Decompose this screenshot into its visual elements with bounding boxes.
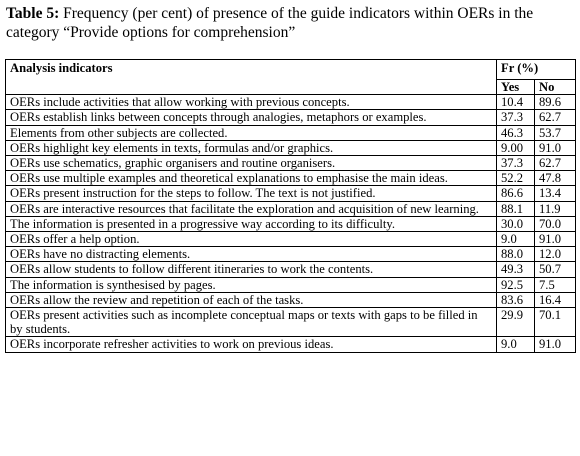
indicator-cell: OERs highlight key elements in texts, formulas and/or graphics. bbox=[6, 140, 497, 155]
table-row bbox=[6, 308, 576, 337]
no-value-cell: 11.9 bbox=[535, 201, 576, 216]
table-body bbox=[6, 95, 576, 352]
yes-value-cell: 92.5 bbox=[497, 277, 535, 292]
header-analysis-indicators: Analysis indicators bbox=[6, 60, 497, 95]
header-no: No bbox=[535, 80, 576, 95]
yes-value-cell: 9.00 bbox=[497, 140, 535, 155]
table-row bbox=[6, 292, 576, 307]
table-row bbox=[6, 232, 576, 247]
indicator-cell: OERs allow the review and repetition of each of the tasks. bbox=[6, 292, 497, 307]
table-row bbox=[6, 125, 576, 140]
yes-value-cell: 49.3 bbox=[497, 262, 535, 277]
indicator-cell: The information is presented in a progressive way according to its difficulty. bbox=[6, 216, 497, 231]
no-value-cell: 7.5 bbox=[535, 277, 576, 292]
no-value-cell: 62.7 bbox=[535, 110, 576, 125]
header-row bbox=[6, 60, 576, 80]
no-value-cell: 91.0 bbox=[535, 337, 576, 352]
yes-value-cell: 52.2 bbox=[497, 171, 535, 186]
table-caption-text: Frequency (per cent) of presence of the guide indicators within OERs in the category “Provide options for comprehension” bbox=[6, 5, 534, 41]
indicator-cell: OERs offer a help option. bbox=[6, 232, 497, 247]
indicator-cell: OERs have no distracting elements. bbox=[6, 247, 497, 262]
header-yes: Yes bbox=[497, 80, 535, 95]
yes-value-cell: 9.0 bbox=[497, 337, 535, 352]
indicator-cell: OERs present instruction for the steps to follow. The text is not justified. bbox=[6, 186, 497, 201]
table-row bbox=[6, 171, 576, 186]
yes-value-cell: 37.3 bbox=[497, 110, 535, 125]
no-value-cell: 91.0 bbox=[535, 140, 576, 155]
table-row bbox=[6, 247, 576, 262]
table-row bbox=[6, 156, 576, 171]
table-caption bbox=[6, 4, 574, 42]
yes-value-cell: 86.6 bbox=[497, 186, 535, 201]
yes-value-cell: 88.1 bbox=[497, 201, 535, 216]
indicator-cell: OERs present activities such as incomplete conceptual maps or texts with gaps to be filled in by students. bbox=[6, 308, 497, 337]
no-value-cell: 13.4 bbox=[535, 186, 576, 201]
indicator-cell: OERs incorporate refresher activities to work on previous ideas. bbox=[6, 337, 497, 352]
no-value-cell: 91.0 bbox=[535, 232, 576, 247]
indicator-cell: OERs allow students to follow different itineraries to work the contents. bbox=[6, 262, 497, 277]
table-row bbox=[6, 140, 576, 155]
table-label: Table 5: bbox=[6, 5, 60, 22]
yes-value-cell: 30.0 bbox=[497, 216, 535, 231]
table-row bbox=[6, 201, 576, 216]
yes-value-cell: 88.0 bbox=[497, 247, 535, 262]
no-value-cell: 53.7 bbox=[535, 125, 576, 140]
no-value-cell: 70.1 bbox=[535, 308, 576, 337]
indicator-cell: OERs use schematics, graphic organisers and routine organisers. bbox=[6, 156, 497, 171]
yes-value-cell: 29.9 bbox=[497, 308, 535, 337]
indicator-cell: OERs establish links between concepts through analogies, metaphors or examples. bbox=[6, 110, 497, 125]
no-value-cell: 62.7 bbox=[535, 156, 576, 171]
table-row bbox=[6, 337, 576, 352]
yes-value-cell: 46.3 bbox=[497, 125, 535, 140]
table-row bbox=[6, 277, 576, 292]
indicator-cell: Elements from other subjects are collected. bbox=[6, 125, 497, 140]
no-value-cell: 89.6 bbox=[535, 95, 576, 110]
no-value-cell: 70.0 bbox=[535, 216, 576, 231]
yes-value-cell: 9.0 bbox=[497, 232, 535, 247]
indicator-cell: OERs include activities that allow working with previous concepts. bbox=[6, 95, 497, 110]
table-row bbox=[6, 262, 576, 277]
table-row bbox=[6, 95, 576, 110]
no-value-cell: 16.4 bbox=[535, 292, 576, 307]
frequency-table bbox=[5, 59, 576, 353]
table-row bbox=[6, 186, 576, 201]
table-row bbox=[6, 216, 576, 231]
no-value-cell: 12.0 bbox=[535, 247, 576, 262]
no-value-cell: 50.7 bbox=[535, 262, 576, 277]
indicator-cell: OERs use multiple examples and theoretical explanations to emphasise the main ideas. bbox=[6, 171, 497, 186]
indicator-cell: OERs are interactive resources that facilitate the exploration and acquisition of new learning. bbox=[6, 201, 497, 216]
indicator-cell: The information is synthesised by pages. bbox=[6, 277, 497, 292]
no-value-cell: 47.8 bbox=[535, 171, 576, 186]
header-frequency: Fr (%) bbox=[497, 60, 576, 80]
yes-value-cell: 10.4 bbox=[497, 95, 535, 110]
table-row bbox=[6, 110, 576, 125]
yes-value-cell: 37.3 bbox=[497, 156, 535, 171]
yes-value-cell: 83.6 bbox=[497, 292, 535, 307]
